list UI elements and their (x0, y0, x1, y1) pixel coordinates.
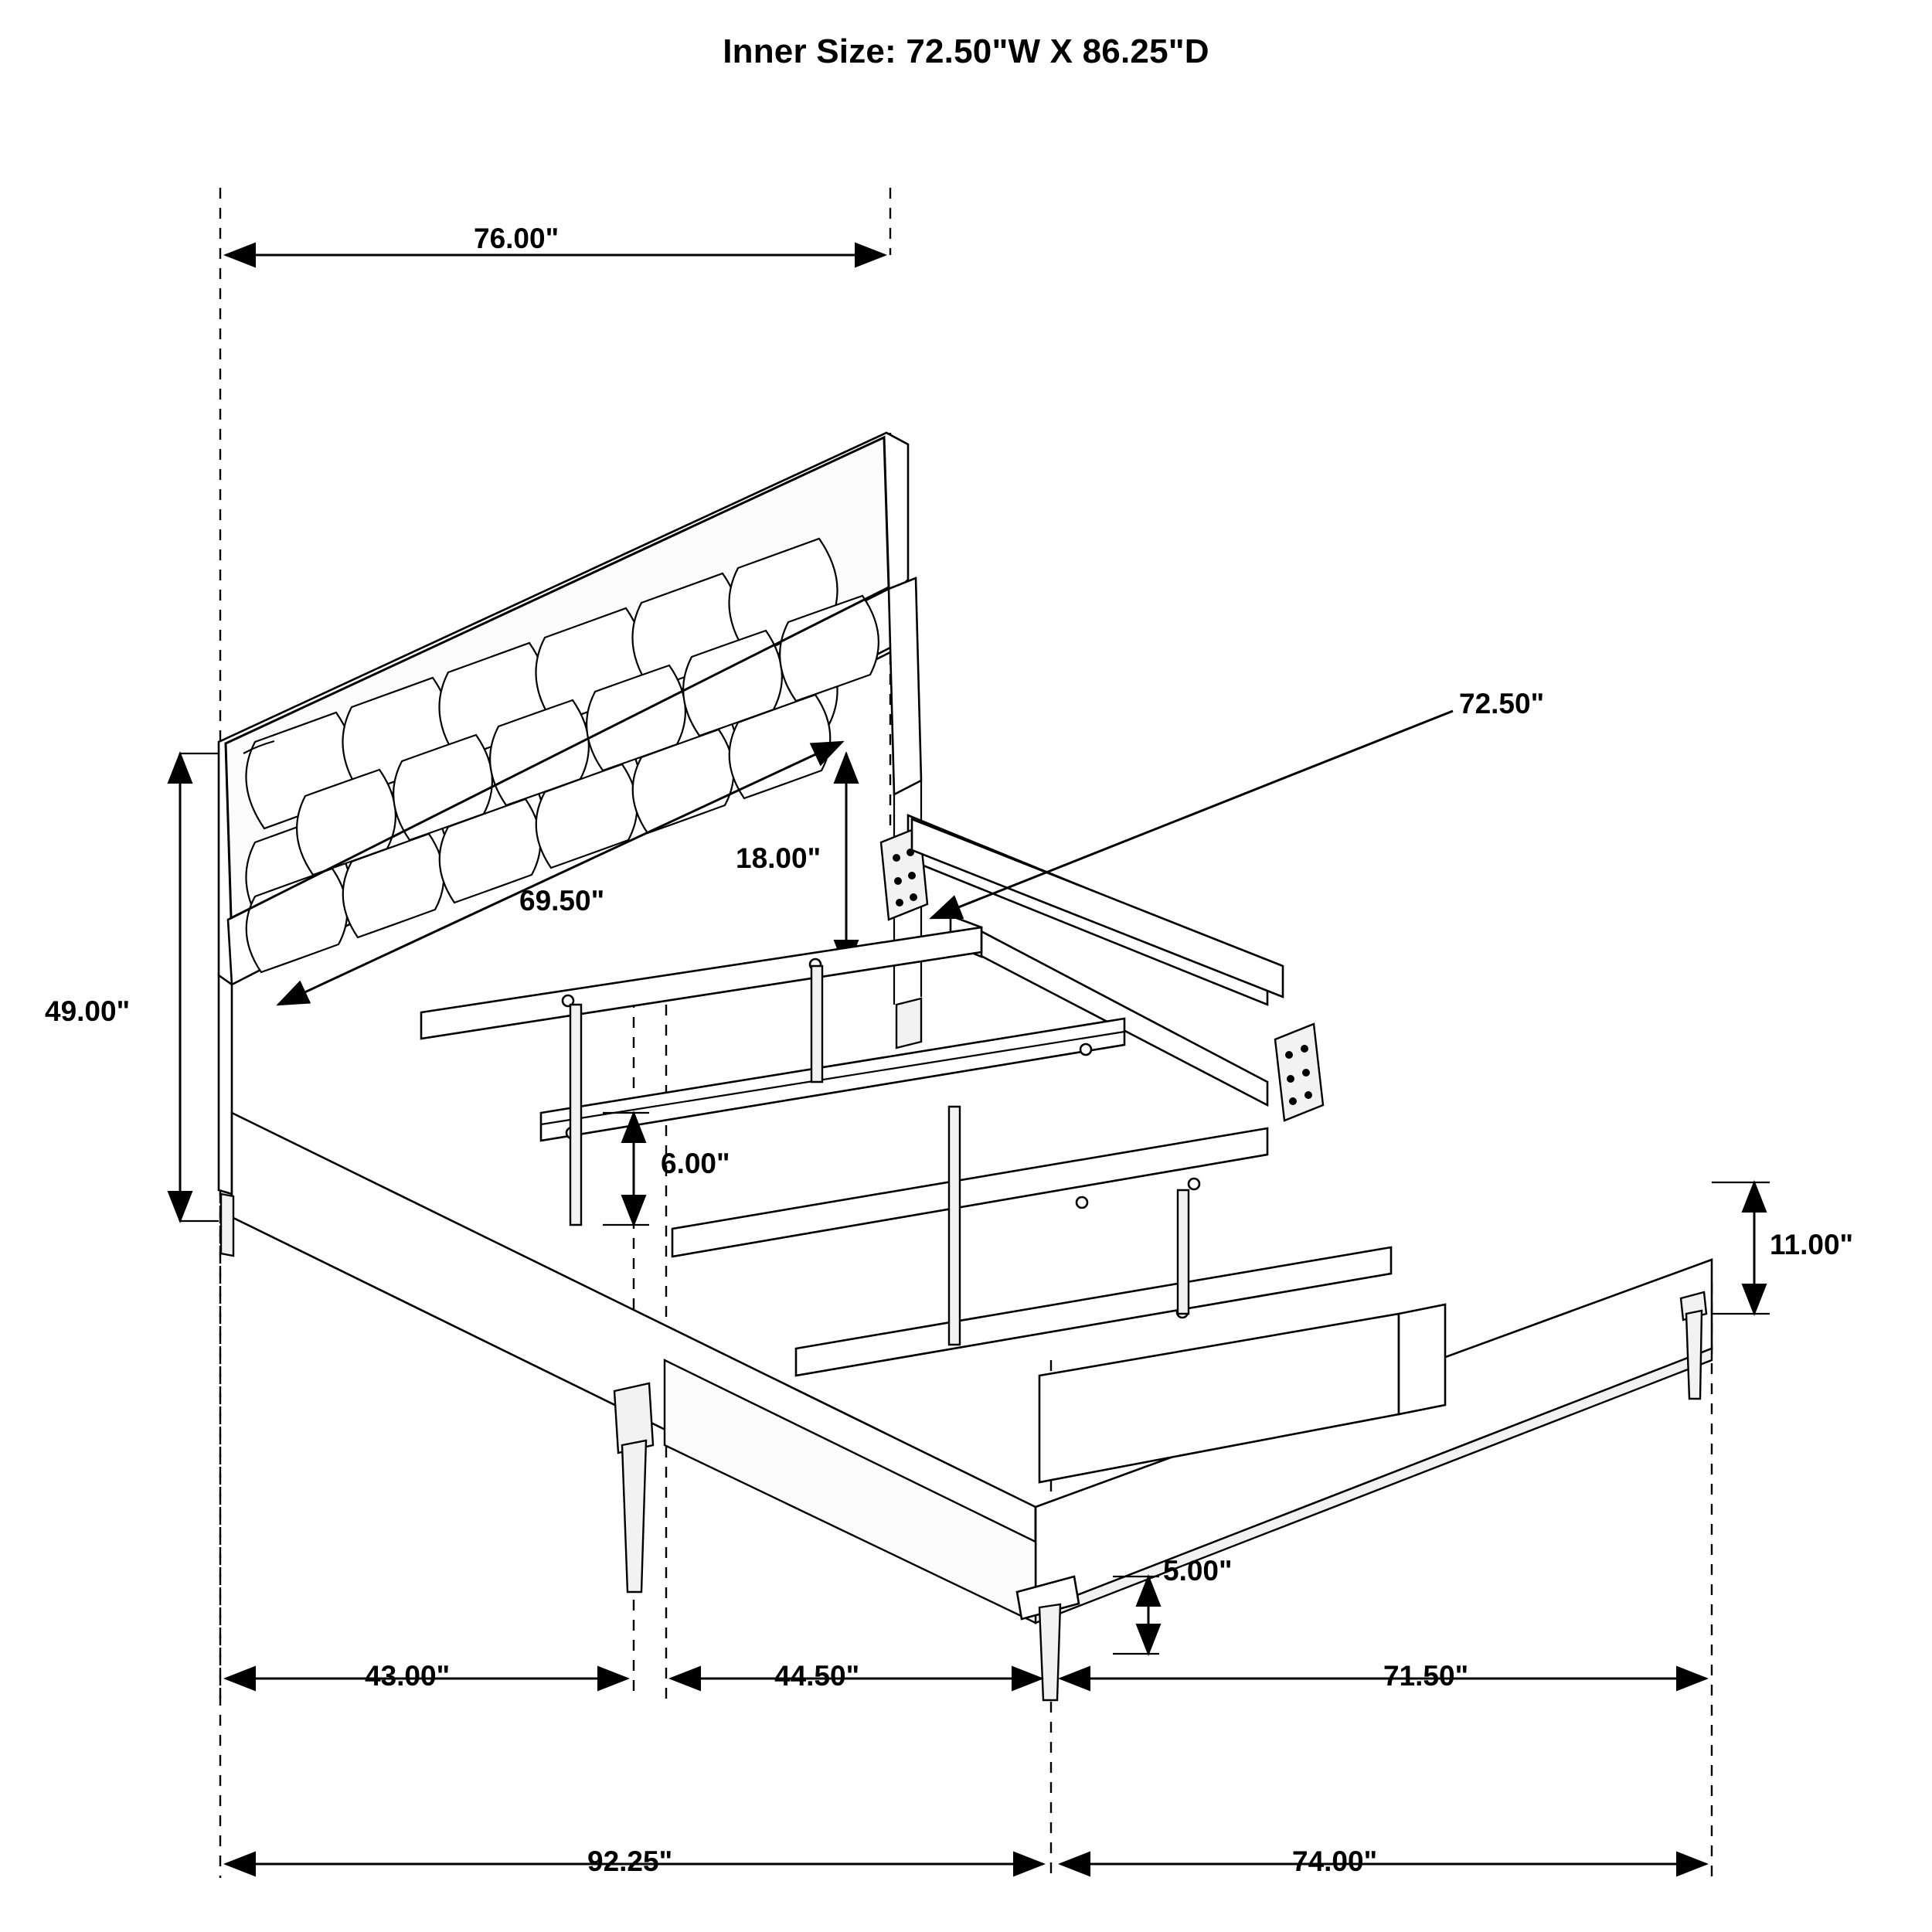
page-title: Inner Size: 72.50"W X 86.25"D (723, 32, 1209, 70)
dim-label-leg-5: 5.00" (1163, 1555, 1233, 1587)
dim-slat-725 (931, 711, 1453, 918)
dim-height-49 (180, 753, 219, 1221)
dim-label-headboard-695: 69.50" (519, 885, 605, 917)
dim-label-footprint-43: 43.00" (365, 1660, 451, 1692)
dim-label-panel-18: 18.00" (736, 842, 821, 874)
dim-label-clearance-6: 6.00" (661, 1148, 730, 1179)
dim-label-depth-9225: 92.25" (587, 1845, 673, 1877)
dim-label-footprint-715: 71.50" (1383, 1660, 1469, 1692)
dim-label-width-76: 76.00" (474, 223, 560, 254)
dim-label-slat-725: 72.50" (1459, 688, 1545, 719)
dim-label-rail-11: 11.00" (1770, 1229, 1854, 1260)
dim-label-height-49: 49.00" (45, 995, 131, 1027)
dim-label-depth-74: 74.00" (1292, 1845, 1378, 1877)
dim-label-footprint-445: 44.50" (774, 1660, 860, 1692)
dim-rail-11 (1712, 1182, 1770, 1314)
